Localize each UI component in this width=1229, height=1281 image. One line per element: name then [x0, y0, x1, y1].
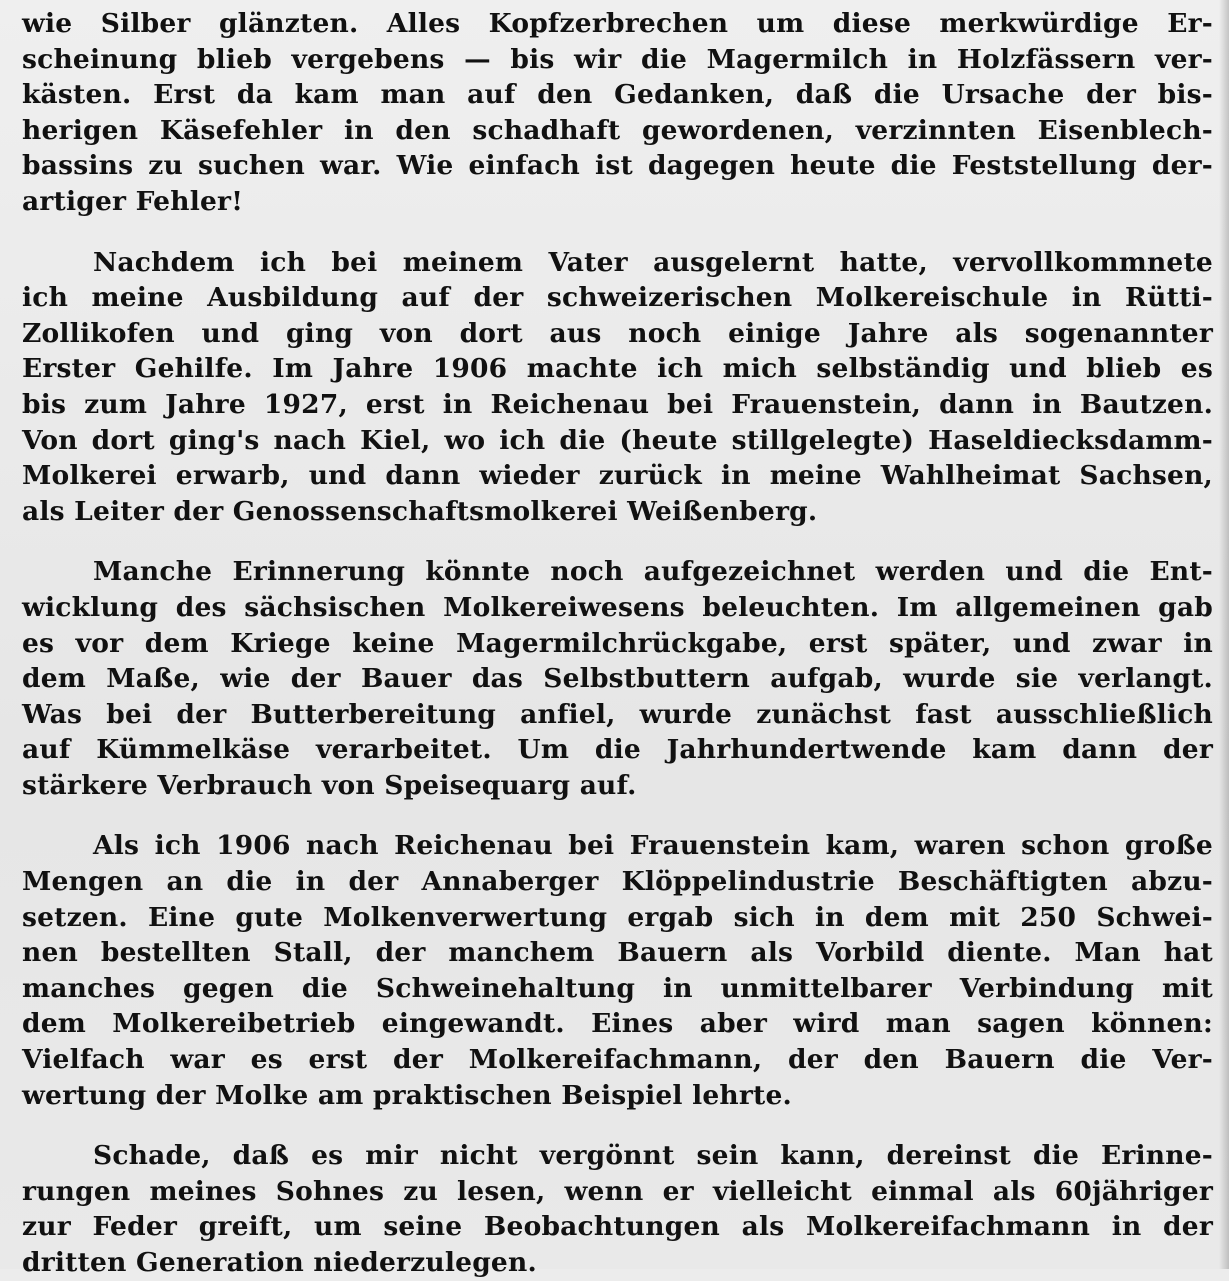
paragraph-gap — [22, 529, 1213, 554]
text-line: nen bestellten Stall, der manchem Bauern als Vorbild diente. Man hat — [22, 937, 1213, 969]
text-line: manches gegen die Schweinehaltung in unmittelbarer Verbindung mit — [22, 972, 1213, 1004]
article-body — [22, 6, 1213, 1281]
text-line: wicklung des sächsischen Molkereiwesens beleuchten. Im allgemeinen gab — [22, 591, 1213, 623]
text-line: zur Feder greift, um seine Beobachtungen als Molkereifachmann in der — [22, 1211, 1213, 1243]
paragraph-gap — [22, 803, 1213, 828]
text-line: scheinung blieb vergebens — bis wir die Magermilch in Holzfässern ver- — [22, 43, 1213, 75]
paragraph-gap — [22, 220, 1213, 245]
text-line: Von dort ging's nach Kiel, wo ich die (heute stillgelegte) Haseldiecksdamm- — [22, 424, 1213, 456]
text-line: stärkere Verbrauch von Speisequarg auf. — [22, 769, 637, 801]
text-line: Vielfach war es erst der Molkereifachmann, der den Bauern die Ver- — [22, 1044, 1213, 1076]
text-line: Was bei der Butterbereitung anfiel, wurde zunächst fast ausschließlich — [22, 698, 1213, 730]
text-line: dritten Generation niederzulegen. — [22, 1247, 537, 1278]
text-line: Zollikofen und ging von dort aus noch einige Jahre als sogenannter — [22, 317, 1213, 349]
paragraph — [22, 1138, 1213, 1280]
text-line: dem Molkereibetrieb eingewandt. Eines aber wird man sagen können: — [22, 1008, 1213, 1040]
text-line: ich meine Ausbildung auf der schweizerischen Molkereischule in Rütti- — [22, 282, 1213, 314]
text-line: bassins zu suchen war. Wie einfach ist dagegen heute die Feststellung der- — [22, 150, 1213, 182]
text-line: wertung der Molke am praktischen Beispiel lehrte. — [22, 1079, 792, 1111]
text-line: dem Maße, wie der Bauer das Selbstbuttern aufgab, wurde sie verlangt. — [22, 663, 1213, 695]
text-line: es vor dem Kriege keine Magermilchrückgabe, erst später, und zwar in — [22, 627, 1213, 659]
paragraph — [22, 245, 1213, 530]
text-line: Manche Erinnerung könnte noch aufgezeichnet werden und die Ent- — [93, 556, 1213, 588]
text-line: Als ich 1906 nach Reichenau bei Frauenstein kam, waren schon große — [93, 830, 1213, 862]
text-line: setzen. Eine gute Molkenverwertung ergab sich in dem mit 250 Schwei- — [22, 901, 1213, 933]
paragraph-gap — [22, 1113, 1213, 1138]
text-line: Erster Gehilfe. Im Jahre 1906 machte ich mich selbständig und blieb es — [22, 353, 1213, 385]
text-line: Schade, daß es mir nicht vergönnt sein kann, dereinst die Erinne- — [93, 1140, 1213, 1172]
text-line: Mengen an die in der Annaberger Klöppelindustrie Beschäftigten abzu- — [22, 866, 1213, 898]
paragraph — [22, 828, 1213, 1113]
text-line: artiger Fehler! — [22, 185, 244, 217]
text-line: Nachdem ich bei meinem Vater ausgelernt hatte, vervollkommnete — [93, 246, 1213, 278]
text-line: rungen meines Sohnes zu lesen, wenn er vielleicht einmal als 60jähriger — [22, 1175, 1213, 1207]
paragraph — [22, 554, 1213, 803]
text-line: kästen. Erst da kam man auf den Gedanken, daß die Ursache der bis- — [22, 79, 1213, 111]
text-line: wie Silber glänzten. Alles Kopfzerbrechen um diese merkwürdige Er- — [22, 8, 1213, 39]
text-line: als Leiter der Genossenschaftsmolkerei Weißenberg. — [22, 495, 818, 527]
text-line: auf Kümmelkäse verarbeitet. Um die Jahrhundertwende kam dann der — [22, 734, 1213, 766]
text-line: Molkerei erwarb, und dann wieder zurück in meine Wahlheimat Sachsen, — [22, 460, 1213, 492]
paragraph — [22, 6, 1213, 220]
text-line: herigen Käsefehler in den schadhaft gewordenen, verzinnten Eisenblech- — [22, 114, 1213, 146]
paper-edge-shadow — [1219, 0, 1229, 1269]
text-line: bis zum Jahre 1927, erst in Reichenau bei Frauenstein, dann in Bautzen. — [22, 388, 1213, 420]
